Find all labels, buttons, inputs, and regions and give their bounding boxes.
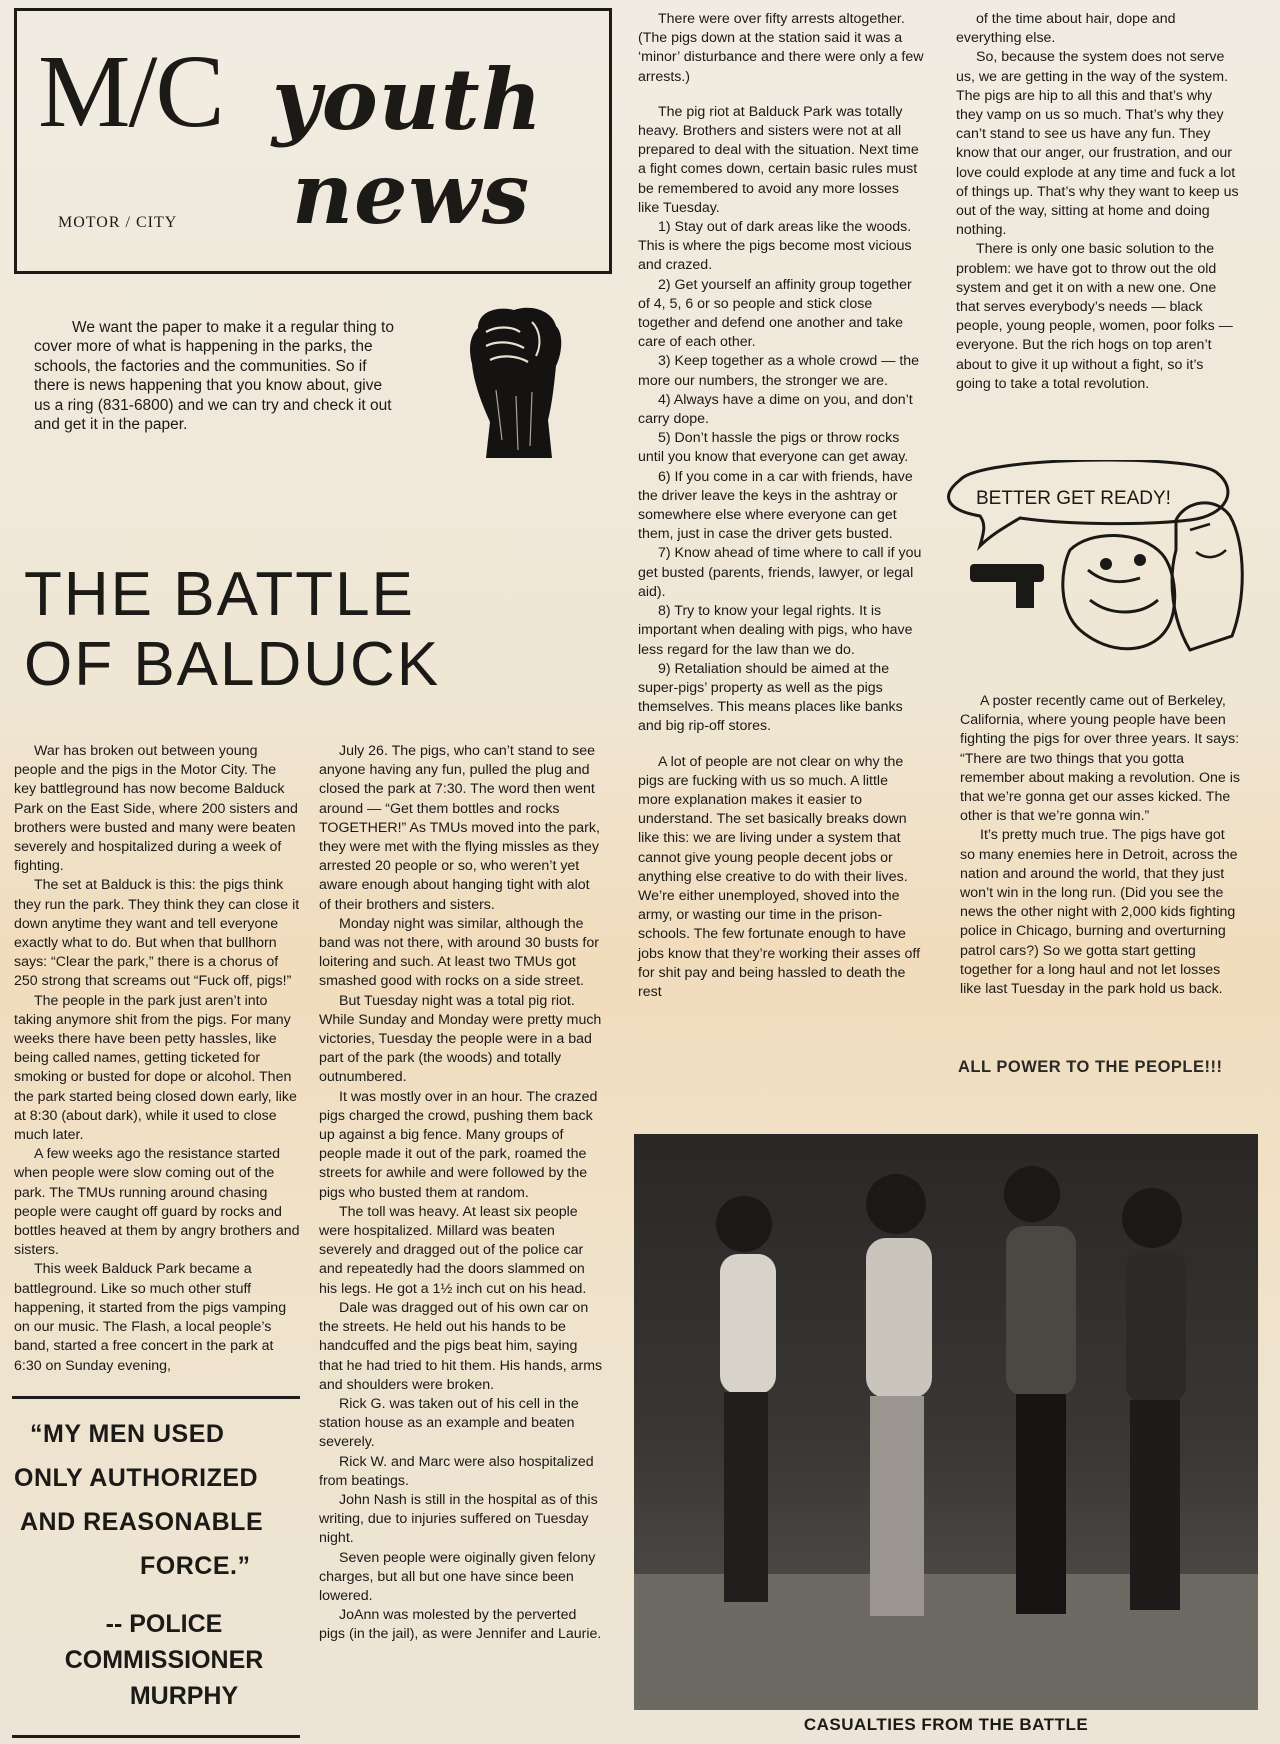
article-paragraph: 3) Keep together as a whole crowd — the more our numbers, the stronger we are. — [638, 353, 920, 389]
article-paragraph: 8) Try to know your legal rights. It is important when dealing with pigs, who have less regard for the law than we do. — [638, 603, 913, 658]
article-paragraph: It was mostly over in an hour. The crazed pigs charged the crowd, pushing them back up against a big fence. Many groups of people made it out of the park, roamed the streets for awhile and were followed by the pigs who busted them at random. — [319, 1088, 598, 1201]
article-paragraph: Dale was dragged out of his own car on the streets. He held out his hands to be handcuffed and the pigs beat him, saying that he had tried to hit them. His hands, arms and shoulders were broken. — [319, 1299, 603, 1393]
article-column-1 — [14, 742, 302, 1376]
attribution-line: COMMISSIONER — [64, 1646, 264, 1674]
divider-rule — [12, 1735, 300, 1738]
article-paragraph: Seven people were oiginally given felony charges, but all but one have since been lowered. — [319, 1549, 596, 1604]
slogan: ALL POWER TO THE PEOPLE!!! — [958, 1058, 1223, 1076]
article-paragraph: 4) Always have a dime on you, and don’t carry dope. — [638, 391, 913, 428]
article-paragraph: The toll was heavy. At least six people were hospitalized. Millard was beaten severely and dragged out of the police car and repeatedly had the doors slammed on his legs. He got a 1½ inch cut on his head. — [319, 1203, 587, 1297]
divider-rule — [12, 1396, 300, 1399]
article-paragraph: A lot of people are not clear on why the pigs are fucking with us so much. A little more explanation makes it easier to understand. The set basically breaks down like this: we are living under a system that cannot give young people decent jobs or anything else creative to do with their lives. We’re either unemployed, shoved into the army, or wasting our time in the prison-schools. The few fortunate enough to have jobs know that they’re working their asses off for shit pay and being hassled to death the rest — [638, 753, 921, 1000]
article-paragraph: A few weeks ago the resistance started when people were slow coming out of the park. The TMUs running around chasing people were caught off guard by rocks and bottles heaved at them by angry brothers and sisters. — [14, 1146, 300, 1259]
pull-quote-line: AND REASONABLE — [20, 1508, 264, 1536]
article-paragraph: So, because the system does not serve us, we are getting in the way of the system. The pigs are hip to all this and that’s why they vamp on us so much. That’s why they can’t stand to see us have any fun. They know that our anger, our frustration, and our love could explode at any time and fuck a lot of things up. That’s why they want to keep us out of the way, sitting at home and doing nothing. — [956, 49, 1239, 239]
article-paragraph: 5) Don’t hassle the pigs or throw rocks until you know that everyone can get away. — [638, 430, 909, 466]
article-column-3 — [638, 10, 924, 1002]
masthead-title-news: news — [292, 144, 531, 243]
article-paragraph: July 26. The pigs, who can’t stand to see anyone having any fun, pulled the plug and closed the park at 7:30. The word then went around — “Get them bottles and rocks TOGETHER!” As TMUs moved into the park, they were met with the flying missles as they arrested 20 people or so, who weren’t yet aware enough about hanging tight with alot of their brothers and sisters. — [319, 743, 600, 913]
raised-fist-icon — [456, 300, 572, 460]
article-paragraph: There were over fifty arrests altogether. (The pigs down at the station said it was a ‘minor’ disturbance and there were only a few arrests.) — [638, 11, 924, 85]
article-paragraph: Monday night was similar, although the band was not there, with around 30 busts for loitering and such. At least two TMUs got smashed good with rocks on a side street. — [319, 915, 599, 990]
article-paragraph: 6) If you come in a car with friends, have the driver leave the keys in the ashtray or somewhere else where everyone can get them, just in case the driver gets busted. — [638, 468, 913, 543]
pull-quote-line: ONLY AUTHORIZED — [14, 1464, 259, 1492]
attribution-line: -- POLICE — [105, 1610, 223, 1638]
article-paragraph: A poster recently came out of Berkeley, California, where young people have been fighting the pigs for over three years. It says: “There are two things that you gotta remember about making a revolution. One is that we’re gonna get our asses kicked. The other is that we’re gonna win.” — [960, 693, 1240, 825]
article-paragraph: 2) Get yourself an affinity group together of 4, 5, 6 or so people and stick close together and defend one another and take care of each other. — [638, 276, 912, 351]
article-paragraph: The pig riot at Balduck Park was totally heavy. Brothers and sisters were not at all prepared to deal with the situation. Next time a fight comes down, certain basic rules must be remembered to avoid any more losses like Tuesday. — [638, 103, 919, 216]
article-column-4-bottom — [960, 692, 1242, 999]
headline-line1: THE BATTLE — [24, 560, 415, 629]
pull-quote — [10, 1412, 300, 1588]
headline-line2: OF BALDUCK — [24, 630, 441, 699]
article-paragraph: 7) Know ahead of time where to call if you get busted (parents, friends, lawyer, or legal aid). — [638, 545, 922, 600]
paragraph-gap — [638, 737, 924, 753]
attribution-line: MURPHY — [129, 1682, 239, 1710]
cartoon-speech: BETTER GET READY! — [976, 488, 1171, 509]
article-paragraph: War has broken out between young people and the pigs in the Motor City. The key battleground has now become Balduck Park on the East Side, where 200 sisters and brothers were busted and many were beaten severely and hospitalized during a week of fighting. — [14, 743, 298, 875]
group-photo — [634, 1134, 1258, 1710]
article-paragraph: The set at Balduck is this: the pigs think they run the park. They think they can close it down anytime they want and tell everyone exactly what to do. But when that bullhorn says: “Clear the park,” there is a chorus of 250 strong that screams out “Fuck off, pigs!” — [14, 877, 300, 990]
photo-caption: CASUALTIES FROM THE BATTLE — [803, 1715, 1089, 1734]
masthead-title-youth: youth — [272, 50, 543, 149]
article-paragraph: The people in the park just aren’t into taking anymore shit from the pigs. For many weeks there have been petty hassles, like being called names, getting ticketed for smoking or busted for dope or alcohol. Then the park started being closed down early, like at 8:30 (about dark), while it used to close much later. — [14, 992, 297, 1144]
article-paragraph: But Tuesday night was a total pig riot. While Sunday and Monday were pretty much victories, Tuesday the people were in a bad part of the park (the woods) and totally outnumbered. — [319, 992, 602, 1086]
masthead-subtitle: MOTOR / CITY — [58, 214, 178, 231]
intro-note: We want the paper to make it a regular thing to cover more of what is happening in the parks, the schools, the factories and the communities. So if there is news happening that you know about, give us a ring (831-6800) and we can try and check it out and get it in the paper. — [34, 319, 394, 434]
article-paragraph: It’s pretty much true. The pigs have got so many enemies here in Detroit, across the nation and around the world, that they just won’t win in the long run. (Did you see the news the other night with 2,000 kids fighting police in Chicago, burning and overturning patrol cars?) So we gotta start getting together for a long haul and not let losses like last Tuesday in the park hold us back. — [960, 827, 1238, 998]
article-paragraph: Rick G. was taken out of his cell in the station house as an example and beaten severely. — [319, 1395, 579, 1451]
article-paragraph: of the time about hair, dope and everything else. — [956, 11, 1176, 47]
article-paragraph: 9) Retaliation should be aimed at the super-pigs’ property as well as the pigs themselves. This means places like banks and big rip-off stores. — [638, 660, 903, 735]
paragraph-gap — [638, 87, 924, 103]
article-paragraph: 1) Stay out of dark areas like the woods. This is where the pigs become most vicious and crazed. — [638, 219, 912, 274]
masthead-logo-mark: M/C — [38, 34, 223, 149]
better-get-ready-cartoon — [940, 460, 1256, 660]
headline — [24, 560, 440, 700]
article-paragraph: Rick W. and Marc were also hospitalized from beatings. — [319, 1453, 594, 1489]
article-paragraph: John Nash is still in the hospital as of this writing, due to injuries suffered on Tuesday night. — [319, 1491, 598, 1547]
pull-quote-attribution — [34, 1606, 294, 1714]
pull-quote-line: FORCE.” — [140, 1552, 251, 1580]
article-paragraph: There is only one basic solution to the problem: we have got to throw out the old system and get it on with a new one. One that serves everybody’s needs — black people, young people, women, poor folks — everyone. But the rich hogs on top aren’t about to give it up without a fight, so it’s going to take a total revolution. — [956, 241, 1233, 392]
pull-quote-line: “MY MEN USED — [30, 1420, 225, 1448]
article-paragraph: JoAnn was molested by the perverted pigs (in the jail), as were Jennifer and Laurie. — [319, 1607, 602, 1643]
article-column-2 — [319, 742, 605, 1645]
article-column-4-top — [956, 10, 1240, 394]
article-paragraph: This week Balduck Park became a battleground. Like so much other stuff happening, it started from the pigs vamping on our music. The Flash, a local people’s band, started a free concert in the park at 6:30 on Sunday evening, — [14, 1261, 287, 1374]
